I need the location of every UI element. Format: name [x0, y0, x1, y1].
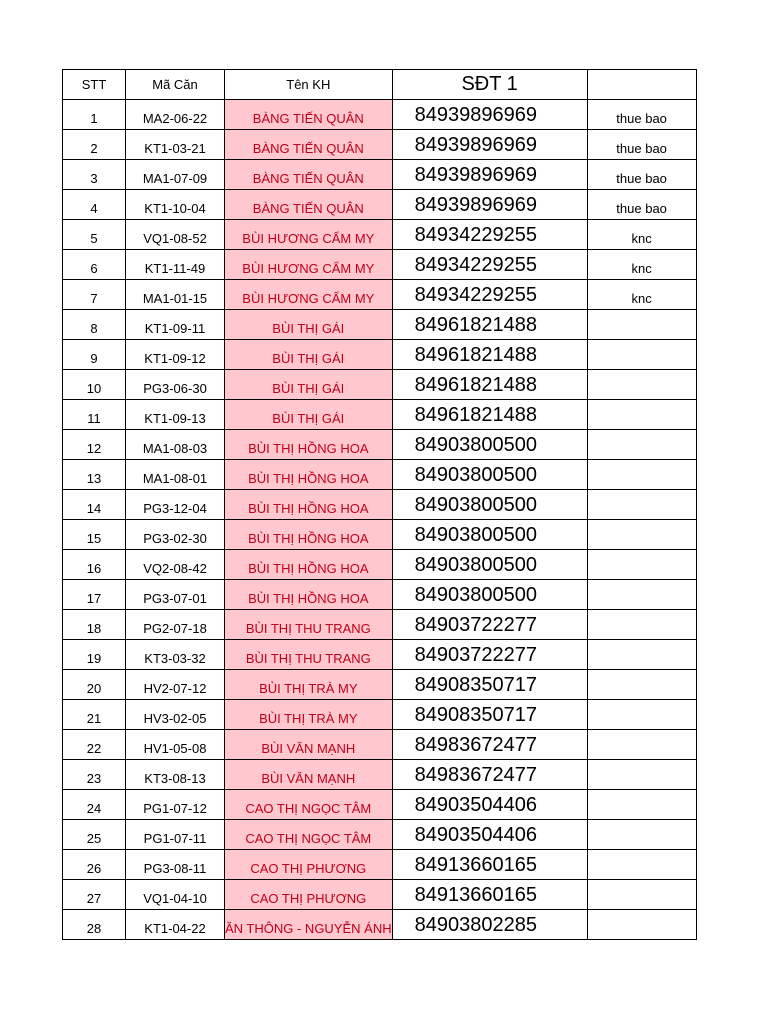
customer-name: BÙI THỊ GÁI: [272, 381, 345, 396]
cell-note: [587, 460, 696, 490]
customer-name: BÙI VĂN MẠNH: [261, 741, 356, 756]
cell-sdt: 84903800500: [392, 550, 587, 580]
customer-name: CAO THỊ PHƯƠNG: [250, 891, 367, 906]
cell-ten-kh: [225, 400, 393, 430]
cell-stt: 5: [63, 220, 126, 250]
cell-ma-can: KT1-03-21: [126, 130, 225, 160]
cell-stt: 14: [63, 490, 126, 520]
cell-ten-kh: [225, 430, 393, 460]
cell-stt: 1: [63, 100, 126, 130]
table-body: [63, 100, 697, 940]
cell-note: [587, 700, 696, 730]
cell-ma-can: KT3-03-32: [126, 640, 225, 670]
cell-stt: 28: [63, 910, 126, 940]
cell-stt: 8: [63, 310, 126, 340]
header-sdt: SĐT 1: [392, 70, 587, 100]
cell-note: knc: [587, 220, 696, 250]
table-row: [63, 430, 697, 460]
cell-ten-kh: [225, 310, 393, 340]
customer-name: CAO THỊ NGỌC TÂM: [245, 831, 372, 846]
cell-ma-can: HV1-05-08: [126, 730, 225, 760]
cell-ten-kh: [225, 850, 393, 880]
table-row: [63, 610, 697, 640]
cell-ma-can: VQ1-08-52: [126, 220, 225, 250]
cell-sdt: 84961821488: [392, 340, 587, 370]
cell-stt: 21: [63, 700, 126, 730]
cell-ma-can: MA1-08-03: [126, 430, 225, 460]
customer-name: BÙI THỊ THU TRANG: [245, 651, 371, 666]
cell-ten-kh: [225, 760, 393, 790]
cell-ten-kh: [225, 550, 393, 580]
table-row: [63, 880, 697, 910]
customer-name: BÙI THỊ GÁI: [272, 411, 345, 426]
cell-note: knc: [587, 250, 696, 280]
cell-ma-can: PG1-07-11: [126, 820, 225, 850]
cell-note: [587, 730, 696, 760]
table-row: [63, 160, 697, 190]
header-ma-can: Mã Căn: [126, 70, 225, 100]
cell-sdt: 84913660165: [392, 880, 587, 910]
cell-ten-kh: [225, 910, 393, 940]
cell-stt: 9: [63, 340, 126, 370]
table-row: [63, 370, 697, 400]
customer-name: CAO THỊ PHƯƠNG: [250, 861, 367, 876]
header-row: [63, 70, 697, 100]
cell-ma-can: MA1-07-09: [126, 160, 225, 190]
cell-ten-kh: [225, 490, 393, 520]
cell-stt: 11: [63, 400, 126, 430]
table-row: [63, 340, 697, 370]
table-row: [63, 700, 697, 730]
table-row: [63, 850, 697, 880]
cell-ma-can: HV2-07-12: [126, 670, 225, 700]
customer-name: BÙI THỊ HỒNG HOA: [248, 441, 369, 456]
cell-note: [587, 760, 696, 790]
cell-sdt: 84903722277: [392, 640, 587, 670]
customer-name: BÙI HƯƠNG CẨM MY: [242, 261, 375, 276]
cell-sdt: 84913660165: [392, 850, 587, 880]
cell-stt: 25: [63, 820, 126, 850]
customer-name: BÙI HƯƠNG CẨM MY: [242, 231, 375, 246]
customer-name: BÀNG TIẾN QUÂN: [252, 111, 364, 126]
cell-stt: 7: [63, 280, 126, 310]
cell-ten-kh: [225, 190, 393, 220]
cell-sdt: 84939896969: [392, 100, 587, 130]
cell-sdt: 84903800500: [392, 430, 587, 460]
cell-ten-kh: [225, 220, 393, 250]
table-row: [63, 490, 697, 520]
cell-sdt: 84934229255: [392, 220, 587, 250]
cell-sdt: 84908350717: [392, 670, 587, 700]
cell-sdt: 84961821488: [392, 400, 587, 430]
cell-sdt: 84903504406: [392, 820, 587, 850]
cell-ten-kh: [225, 790, 393, 820]
cell-sdt: 84903800500: [392, 460, 587, 490]
cell-stt: 19: [63, 640, 126, 670]
customer-name: BÙI THỊ HỒNG HOA: [248, 591, 369, 606]
cell-note: [587, 310, 696, 340]
cell-stt: 13: [63, 460, 126, 490]
customer-name: BÙI THỊ HỒNG HOA: [248, 531, 369, 546]
cell-ma-can: KT1-09-12: [126, 340, 225, 370]
cell-stt: 4: [63, 190, 126, 220]
cell-note: [587, 820, 696, 850]
cell-ma-can: PG3-08-11: [126, 850, 225, 880]
cell-note: [587, 880, 696, 910]
cell-ma-can: KT3-08-13: [126, 760, 225, 790]
customer-name: BÙI THỊ GÁI: [272, 351, 345, 366]
cell-stt: 18: [63, 610, 126, 640]
cell-ma-can: KT1-11-49: [126, 250, 225, 280]
cell-note: thue bao: [587, 100, 696, 130]
cell-ten-kh: [225, 670, 393, 700]
table-row: [63, 520, 697, 550]
cell-ten-kh: [225, 370, 393, 400]
cell-ma-can: MA1-01-15: [126, 280, 225, 310]
table-row: [63, 550, 697, 580]
cell-ma-can: PG3-06-30: [126, 370, 225, 400]
table-row: [63, 670, 697, 700]
table-row: [63, 460, 697, 490]
customer-name: BÀNG TIẾN QUÂN: [252, 141, 364, 156]
cell-ma-can: MA2-06-22: [126, 100, 225, 130]
cell-stt: 10: [63, 370, 126, 400]
customer-name: BÙI THỊ HỒNG HOA: [248, 501, 369, 516]
table-row: [63, 310, 697, 340]
customer-name: BÀNG TIẾN QUÂN: [252, 201, 364, 216]
cell-sdt: 84983672477: [392, 730, 587, 760]
cell-note: [587, 550, 696, 580]
customer-name: BÙI THỊ TRÀ MY: [259, 711, 358, 726]
cell-ma-can: KT1-09-13: [126, 400, 225, 430]
cell-sdt: 84903722277: [392, 610, 587, 640]
cell-stt: 16: [63, 550, 126, 580]
cell-note: [587, 580, 696, 610]
cell-note: knc: [587, 280, 696, 310]
cell-note: thue bao: [587, 130, 696, 160]
table-row: [63, 730, 697, 760]
customer-name: BÙI THỊ HỒNG HOA: [248, 471, 369, 486]
cell-ten-kh: [225, 280, 393, 310]
cell-stt: 24: [63, 790, 126, 820]
cell-stt: 17: [63, 580, 126, 610]
cell-ten-kh: [225, 460, 393, 490]
customer-name: BÙI VĂN MẠNH: [261, 771, 356, 786]
cell-note: [587, 430, 696, 460]
cell-sdt: 84939896969: [392, 160, 587, 190]
cell-stt: 26: [63, 850, 126, 880]
cell-ten-kh: [225, 130, 393, 160]
header-ten-kh: Tên KH: [225, 70, 393, 100]
cell-sdt: 84961821488: [392, 370, 587, 400]
cell-stt: 27: [63, 880, 126, 910]
customer-name: BÙI THỊ TRÀ MY: [259, 681, 358, 696]
table-row: [63, 280, 697, 310]
table-row: [63, 220, 697, 250]
cell-ma-can: KT1-10-04: [126, 190, 225, 220]
cell-note: thue bao: [587, 190, 696, 220]
cell-ten-kh: [225, 340, 393, 370]
cell-sdt: 84934229255: [392, 250, 587, 280]
cell-ma-can: PG3-07-01: [126, 580, 225, 610]
cell-ten-kh: [225, 580, 393, 610]
table-row: [63, 760, 697, 790]
table-row: [63, 190, 697, 220]
cell-note: [587, 640, 696, 670]
table-row: [63, 790, 697, 820]
cell-ten-kh: [225, 820, 393, 850]
customer-name: BÙI HƯƠNG CẨM MY: [242, 291, 375, 306]
cell-ma-can: HV3-02-05: [126, 700, 225, 730]
cell-ten-kh: [225, 730, 393, 760]
table-row: [63, 250, 697, 280]
table-row: [63, 100, 697, 130]
table-row: [63, 130, 697, 160]
cell-ma-can: PG3-12-04: [126, 490, 225, 520]
cell-ma-can: KT1-09-11: [126, 310, 225, 340]
cell-ten-kh: [225, 250, 393, 280]
cell-sdt: 84983672477: [392, 760, 587, 790]
cell-ma-can: PG2-07-18: [126, 610, 225, 640]
cell-sdt: 84961821488: [392, 310, 587, 340]
customer-name: BÙI THỊ GÁI: [272, 321, 345, 336]
cell-sdt: 84903800500: [392, 580, 587, 610]
table-row: [63, 820, 697, 850]
cell-sdt: 84903802285: [392, 910, 587, 940]
cell-sdt: 84908350717: [392, 700, 587, 730]
table-row: [63, 910, 697, 940]
cell-stt: 12: [63, 430, 126, 460]
cell-ten-kh: [225, 160, 393, 190]
cell-ten-kh: [225, 610, 393, 640]
cell-ten-kh: [225, 640, 393, 670]
cell-stt: 3: [63, 160, 126, 190]
cell-note: [587, 610, 696, 640]
cell-note: [587, 400, 696, 430]
cell-ma-can: MA1-08-01: [126, 460, 225, 490]
cell-ma-can: KT1-04-22: [126, 910, 225, 940]
cell-sdt: 84939896969: [392, 190, 587, 220]
cell-note: [587, 340, 696, 370]
cell-ten-kh: [225, 880, 393, 910]
customer-name: ĂN THÔNG - NGUYỄN ÁNH: [225, 921, 392, 936]
cell-ma-can: VQ1-04-10: [126, 880, 225, 910]
cell-note: [587, 910, 696, 940]
cell-ten-kh: [225, 100, 393, 130]
cell-stt: 23: [63, 760, 126, 790]
cell-sdt: 84934229255: [392, 280, 587, 310]
cell-ten-kh: [225, 700, 393, 730]
cell-stt: 15: [63, 520, 126, 550]
cell-ma-can: PG3-02-30: [126, 520, 225, 550]
cell-stt: 6: [63, 250, 126, 280]
cell-note: [587, 670, 696, 700]
customer-name: BÙI THỊ THU TRANG: [245, 621, 371, 636]
cell-note: [587, 490, 696, 520]
cell-ma-can: PG1-07-12: [126, 790, 225, 820]
table-row: [63, 400, 697, 430]
cell-stt: 2: [63, 130, 126, 160]
table-row: [63, 640, 697, 670]
customer-table: [62, 69, 697, 940]
cell-note: [587, 790, 696, 820]
cell-sdt: 84939896969: [392, 130, 587, 160]
customer-name: BÀNG TIẾN QUÂN: [252, 171, 364, 186]
customer-name: CAO THỊ NGỌC TÂM: [245, 801, 372, 816]
table-row: [63, 580, 697, 610]
cell-note: [587, 520, 696, 550]
cell-stt: 20: [63, 670, 126, 700]
cell-sdt: 84903800500: [392, 490, 587, 520]
cell-ten-kh: [225, 520, 393, 550]
cell-stt: 22: [63, 730, 126, 760]
header-stt: STT: [63, 70, 126, 100]
customer-name: BÙI THỊ HỒNG HOA: [248, 561, 369, 576]
cell-note: thue bao: [587, 160, 696, 190]
cell-note: [587, 370, 696, 400]
cell-note: [587, 850, 696, 880]
cell-sdt: 84903504406: [392, 790, 587, 820]
cell-sdt: 84903800500: [392, 520, 587, 550]
cell-ma-can: VQ2-08-42: [126, 550, 225, 580]
header-note: [587, 70, 696, 100]
